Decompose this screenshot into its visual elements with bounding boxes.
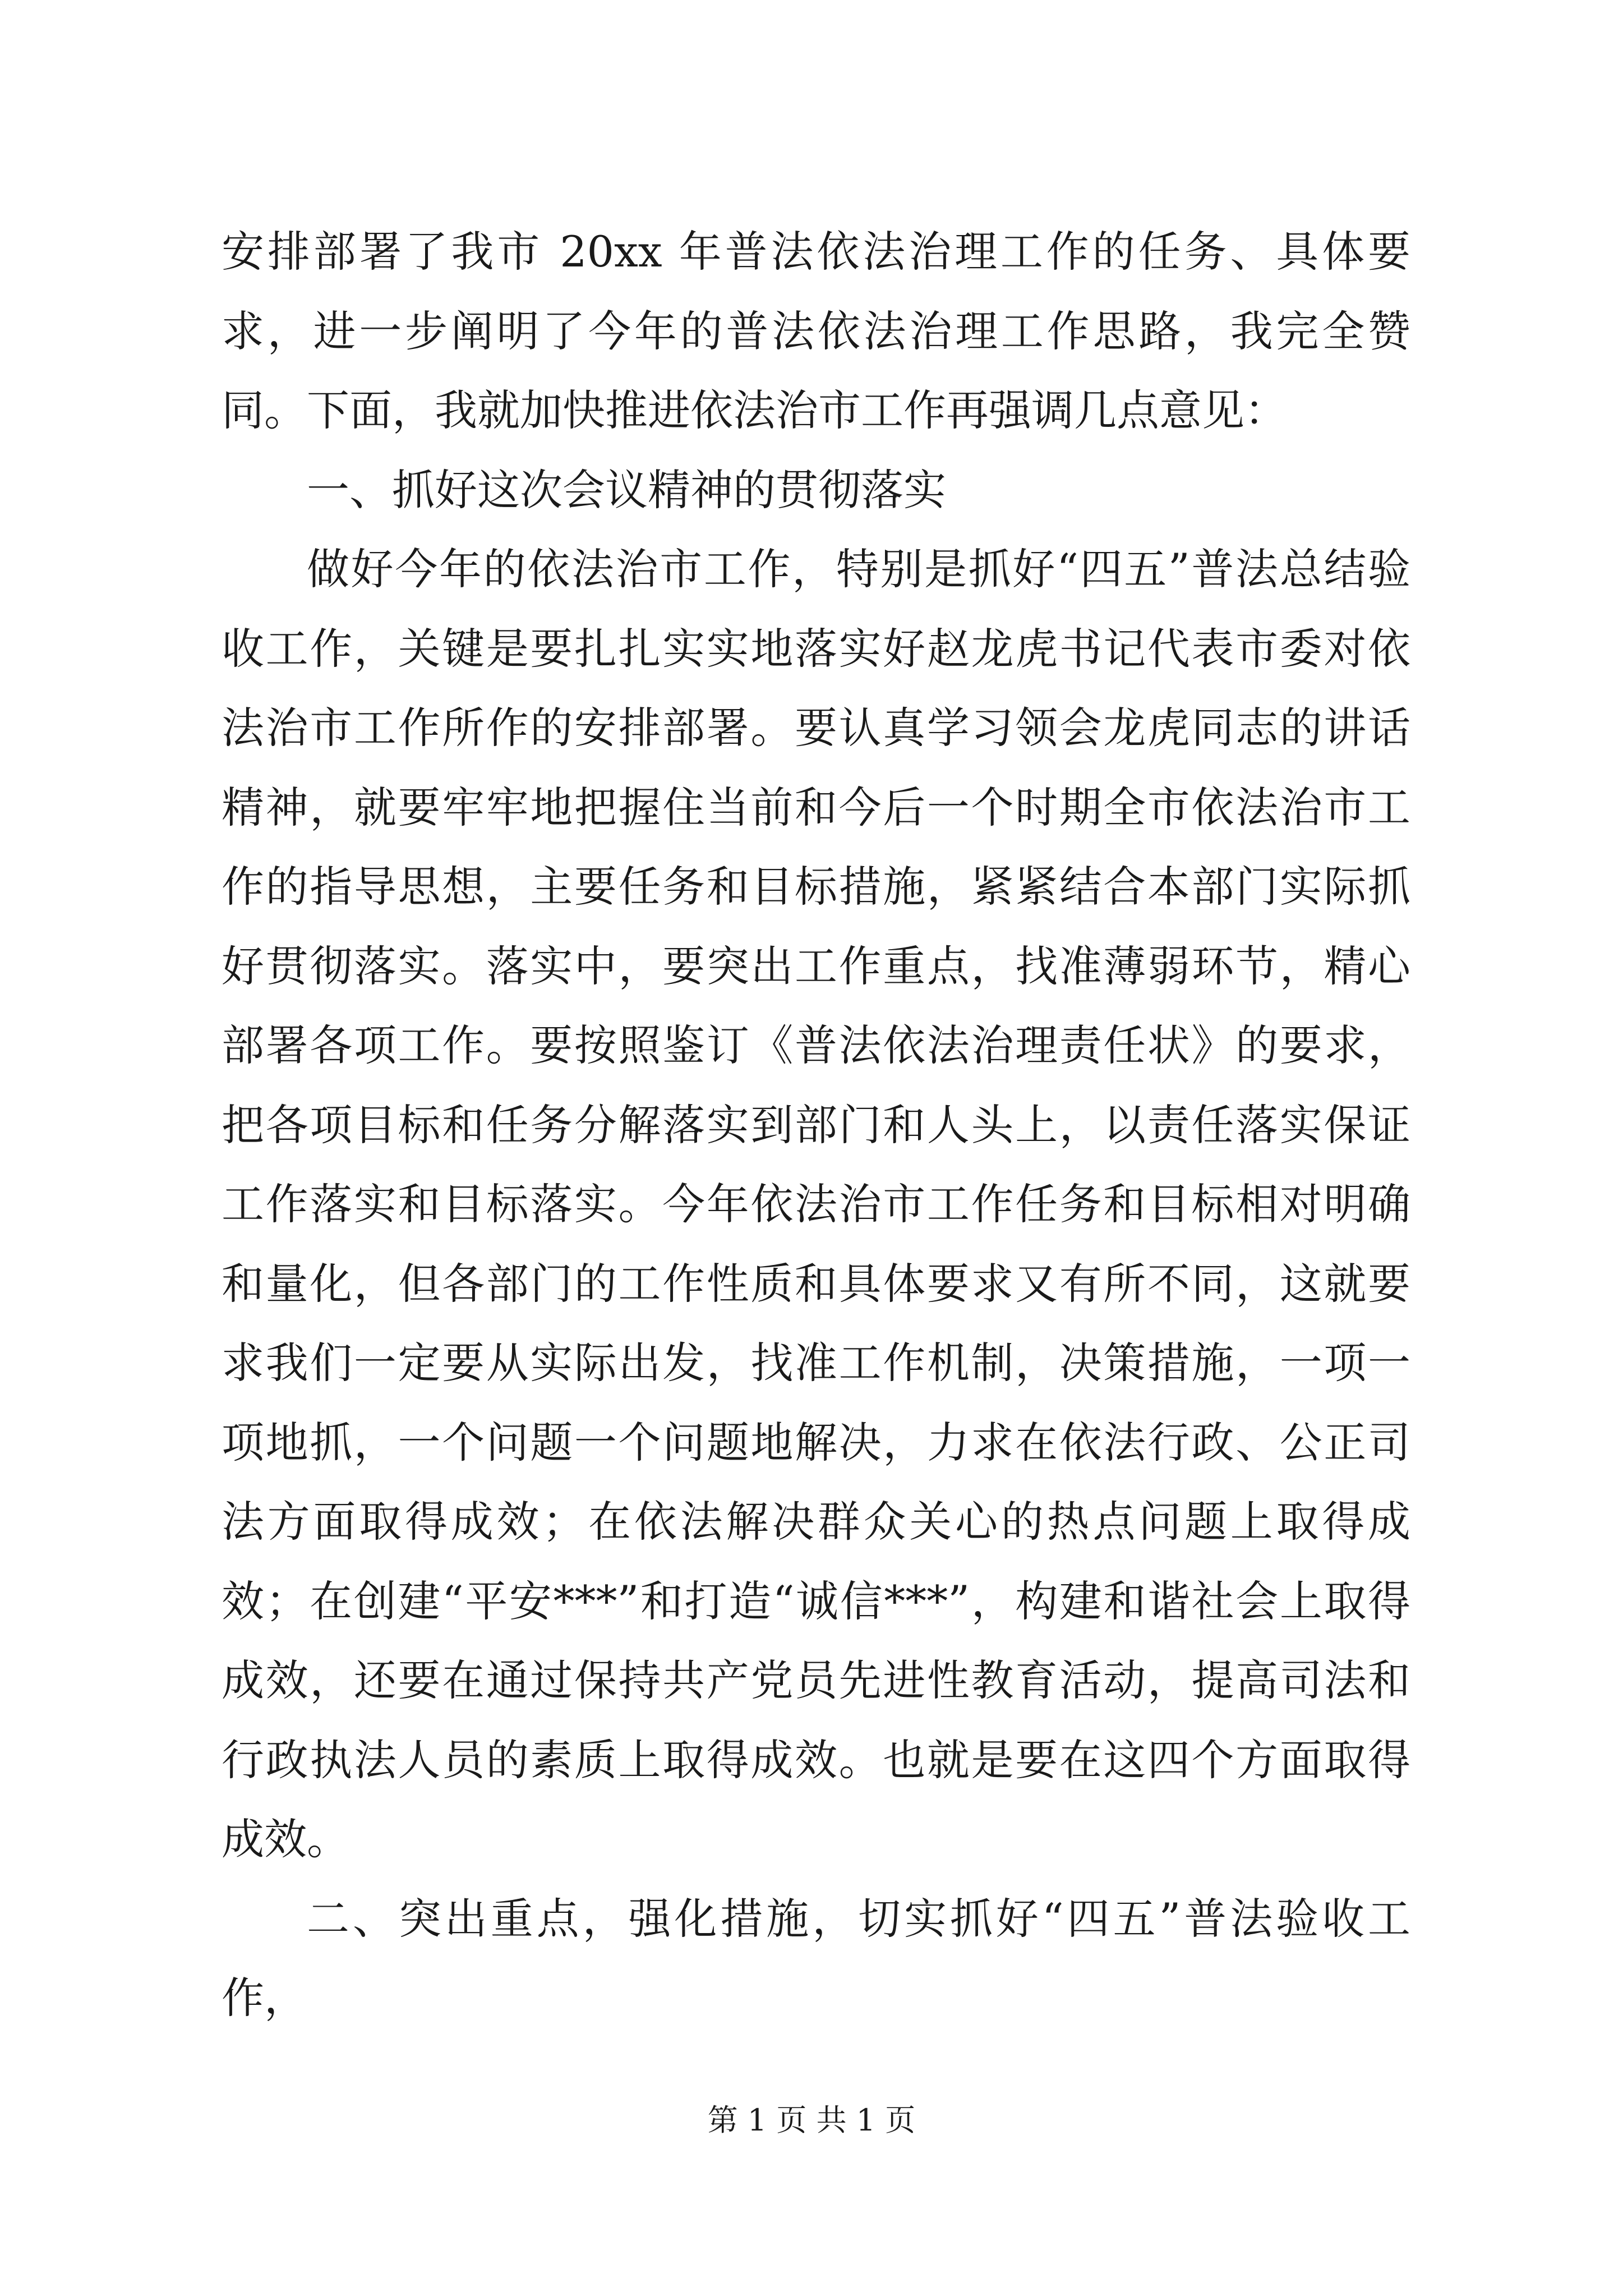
page-footer	[0, 2101, 1623, 2140]
paragraph-intro: 安排部署了我市 20xx 年普法依法治理工作的任务、具体要求，进一步阐明了今年的普法依法治理工作思路，我完全赞同。下面，我就加快推进依法治市工作再强调几点意见：	[222, 227, 1410, 435]
document-body	[222, 212, 1410, 2038]
section-heading-1: 一、抓好这次会议精神的贯彻落实	[307, 464, 946, 515]
page-number: 第 1 页 共 1 页	[707, 2102, 916, 2138]
paragraph-section-1: 做好今年的依法治市工作，特别是抓好“四五”普法总结验收工作，关键是要扎扎实实地落实好赵龙虎书记代表市委对依法治市工作所作的安排部署。要认真学习领会龙虎同志的讲话精神，就要牢牢地把握住当前和今后一个时期全市依法治市工作的指导思想，主要任务和目标措施，紧紧结合本部门实际抓好贯彻落实。落实中，要突出工作重点，找准薄弱环节，精心部署各项工作。要按照鉴订《普法依法治理责任状》的要求，把各项目标和任务分解落实到部门和人头上，以责任落实保证工作落实和目标落实。今年依法治市工作任务和目标相对明确和量化，但各部门的工作性质和具体要求又有所不同，这就要求我们一定要从实际出发，找准工作机制，决策措施，一项一项地抓，一个问题一个问题地解决，力求在依法行政、公正司法方面取得成效；在依法解决群众关心的热点问题上取得成效；在创建“平安***”和打造“诚信***”，构建和谐社会上取得成效，还要在通过保持共产党员先进性教育活动，提高司法和行政执法人员的素质上取得成效。也就是要在这四个方面取得成效。	[222, 544, 1410, 1864]
section-heading-2: 二、突出重点，强化措施，切实抓好“四五”普法验收工作，	[222, 1893, 1410, 2023]
